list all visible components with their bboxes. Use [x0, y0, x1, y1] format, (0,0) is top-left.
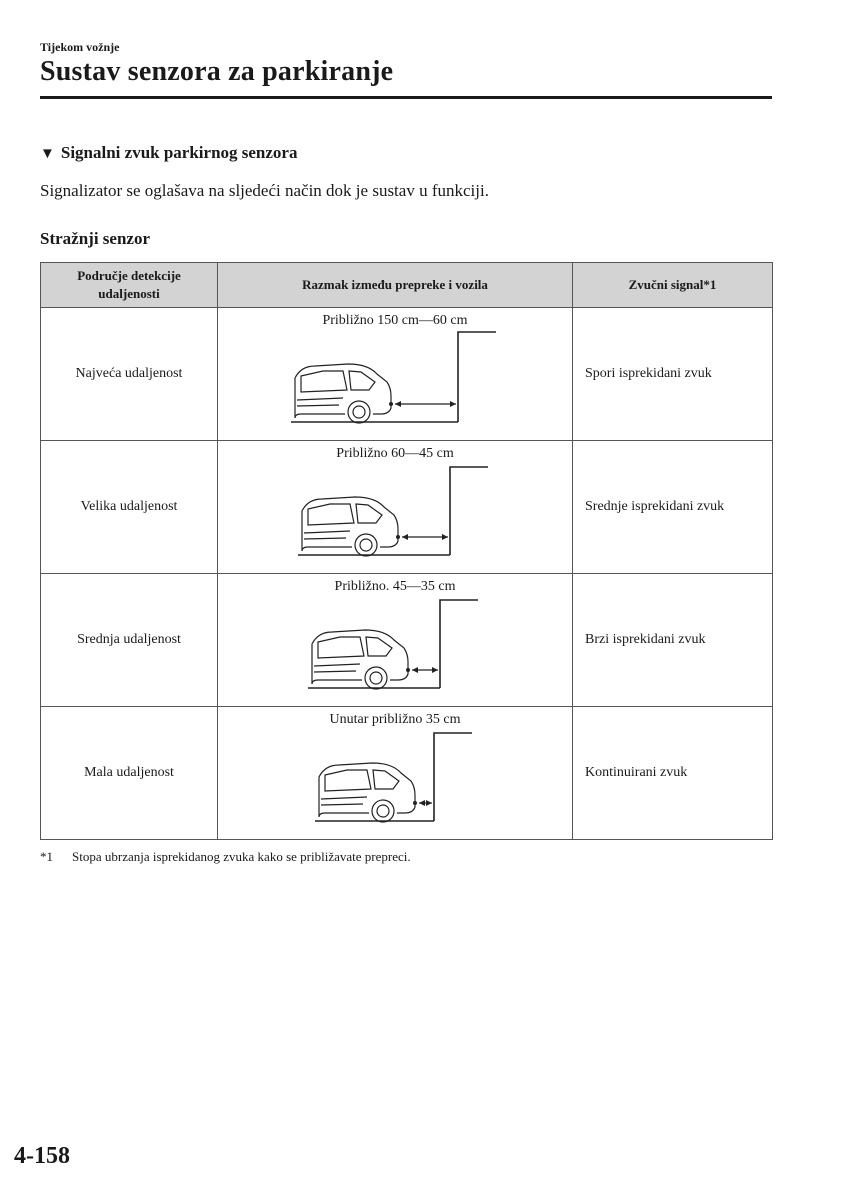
signal-cell: Srednje isprekidani zvuk: [573, 441, 773, 574]
distance-arrow-icon: [419, 800, 432, 806]
distance-arrow-icon: [412, 667, 438, 673]
parking-illustration: [218, 707, 573, 839]
car-icon: [319, 763, 417, 822]
car-icon: [302, 497, 400, 556]
table-row: [41, 308, 773, 441]
parking-illustration: [218, 574, 573, 706]
parking-illustration: [218, 308, 573, 440]
footnote-text: Stopa ubrzanja isprekidanog zvuka kako se približavate prepreci.: [72, 849, 411, 864]
wall-icon: [450, 467, 488, 555]
wall-icon: [440, 600, 478, 688]
header-zone-line1: Područje detekcije: [77, 268, 181, 283]
title-rule: [40, 96, 772, 99]
zone-cell: Srednja udaljenost: [41, 574, 218, 707]
sensor-table: [40, 262, 773, 840]
signal-cell: Brzi isprekidani zvuk: [573, 574, 773, 707]
wall-icon: [458, 332, 496, 422]
zone-cell: Najveća udaljenost: [41, 308, 218, 441]
header-zone: [41, 263, 218, 308]
distance-arrow-icon: [402, 534, 448, 540]
table-row: [41, 707, 773, 840]
distance-label: Unutar približno 35 cm: [329, 712, 461, 727]
table-row: [41, 441, 773, 574]
zone-cell: Mala udaljenost: [41, 707, 218, 840]
distance-cell: [218, 574, 573, 707]
distance-label: Približno 150 cm―60 cm: [322, 313, 468, 328]
sub-heading-text: Signalni zvuk parkirnog senzora: [60, 143, 298, 162]
table-title: Stražnji senzor: [40, 229, 151, 248]
car-icon: [312, 630, 410, 689]
triangle-down-icon: ▼: [40, 146, 55, 162]
distance-cell: [218, 308, 573, 441]
header-signal: Zvučni signal*1: [573, 263, 773, 308]
car-icon: [295, 364, 393, 423]
header-zone-line2: udaljenosti: [98, 286, 160, 301]
table-header-row: [41, 263, 773, 308]
parking-illustration: [218, 441, 573, 573]
distance-cell: [218, 441, 573, 574]
signal-cell: Kontinuirani zvuk: [573, 707, 773, 840]
signal-cell: Spori isprekidani zvuk: [573, 308, 773, 441]
distance-arrow-icon: [395, 401, 456, 407]
section-label: Tijekom vožnje: [40, 40, 120, 54]
page-number: 4-158: [14, 1143, 70, 1169]
sub-heading: [40, 143, 297, 163]
distance-label: Približno. 45―35 cm: [334, 579, 456, 594]
table-row: [41, 574, 773, 707]
zone-cell: Velika udaljenost: [41, 441, 218, 574]
footnote-marker: *1: [40, 849, 53, 864]
footnote: [40, 849, 411, 865]
page-title: Sustav senzora za parkiranje: [40, 56, 394, 87]
distance-label: Približno 60―45 cm: [336, 446, 454, 461]
distance-cell: [218, 707, 573, 840]
intro-text: Signalizator se oglašava na sljedeći način dok je sustav u funkciji.: [40, 181, 489, 200]
header-distance: Razmak između prepreke i vozila: [218, 263, 573, 308]
wall-icon: [434, 733, 472, 821]
